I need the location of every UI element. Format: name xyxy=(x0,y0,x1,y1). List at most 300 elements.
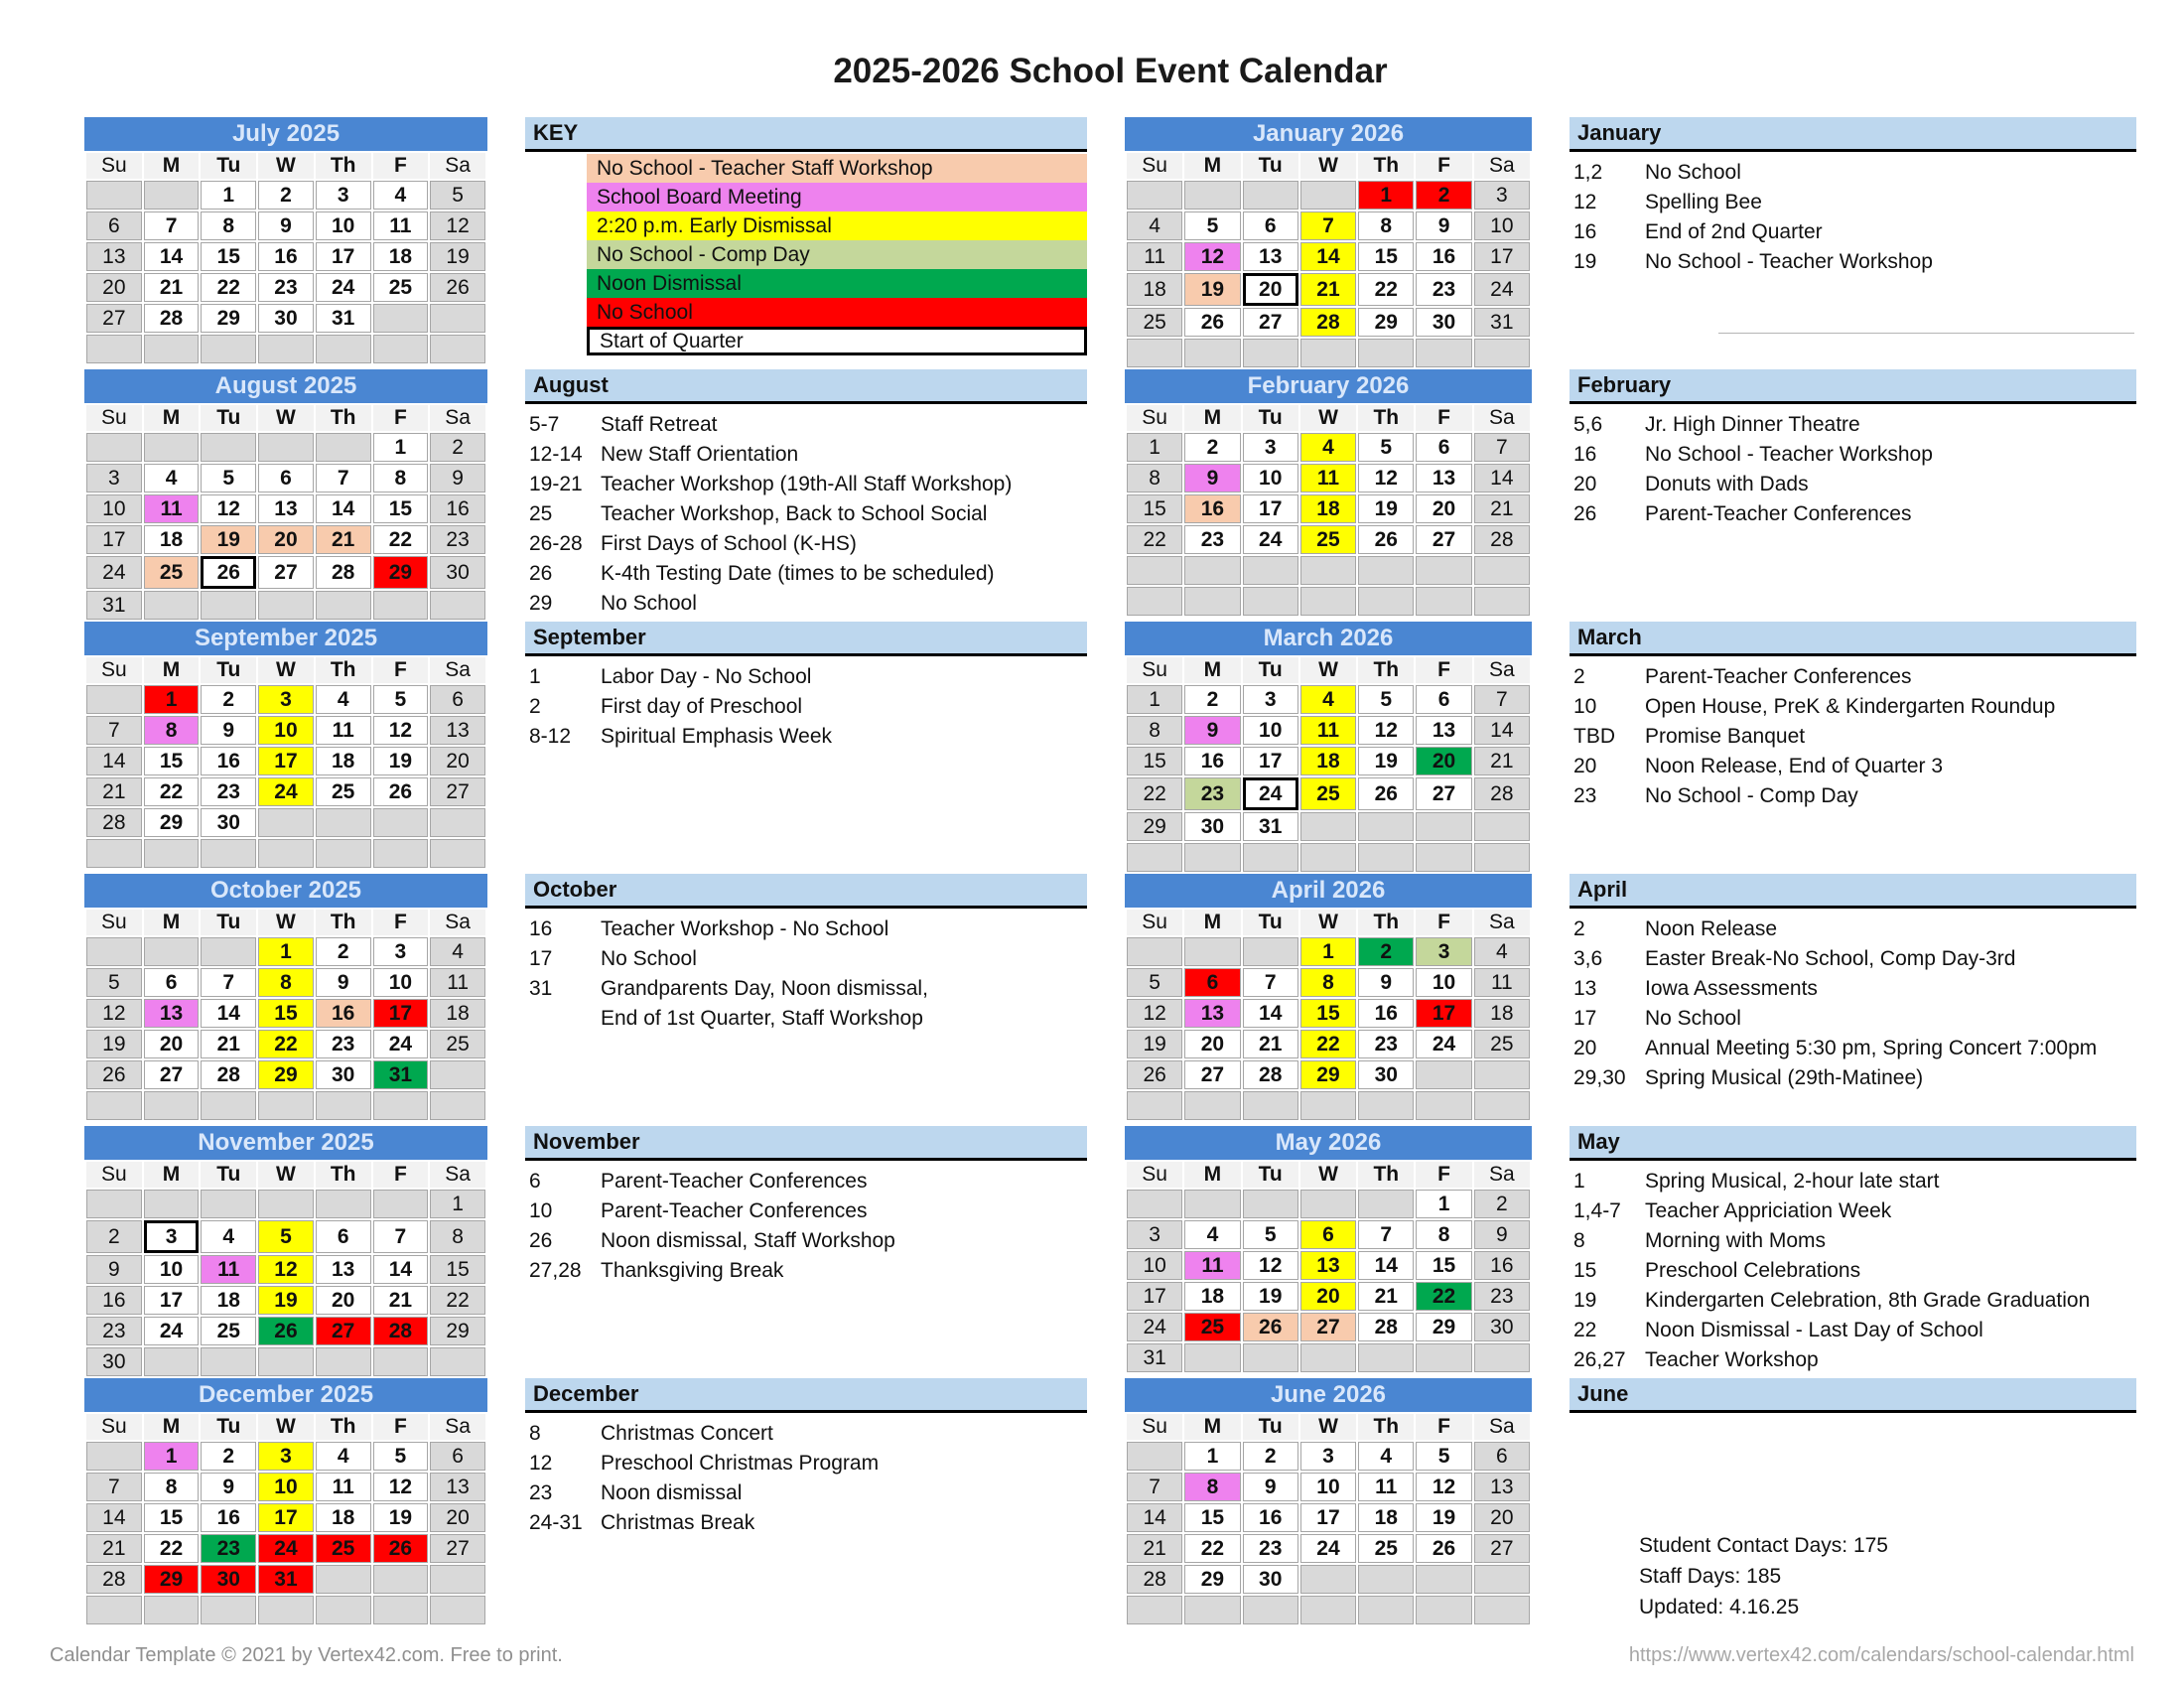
date-cell: 8 xyxy=(144,1473,200,1501)
week-row xyxy=(1127,242,1530,271)
day-of-week-header: Sa xyxy=(430,405,485,431)
day-of-week-header: Sa xyxy=(430,153,485,179)
date-cell: 3 xyxy=(373,937,429,966)
date-cell: 20 xyxy=(430,747,485,775)
empty-cell xyxy=(144,839,200,868)
day-of-week-header: F xyxy=(1416,1414,1471,1440)
date-cell: 9 xyxy=(316,968,371,997)
calendar-grid xyxy=(1125,403,1532,618)
empty-cell xyxy=(201,1190,256,1218)
date-cell: 10 xyxy=(1300,1473,1356,1501)
date-cell: 1 xyxy=(1127,433,1182,462)
week-row xyxy=(86,211,485,240)
event-text: No School xyxy=(1645,1007,1741,1030)
event-item xyxy=(1570,188,2136,217)
date-cell: 11 xyxy=(316,1473,371,1501)
date-cell: 7 xyxy=(144,211,200,240)
mini-calendar xyxy=(84,117,487,357)
date-cell: 26 xyxy=(1416,1534,1471,1563)
date-cell: 16 xyxy=(201,747,256,775)
event-item xyxy=(525,1226,1087,1256)
date-cell: 1 xyxy=(1184,1442,1240,1471)
empty-cell xyxy=(1127,843,1182,872)
date-cell: 14 xyxy=(1300,242,1356,271)
mini-calendar xyxy=(1125,622,1532,862)
empty-cell xyxy=(1416,1596,1471,1624)
day-header-row xyxy=(1127,1414,1530,1440)
date-cell: 13 xyxy=(1243,242,1298,271)
day-of-week-header: Tu xyxy=(1243,1162,1298,1188)
date-cell: 28 xyxy=(373,1317,429,1345)
event-date: 24-31 xyxy=(529,1511,583,1534)
week-row xyxy=(86,1317,485,1345)
event-item xyxy=(525,470,1087,499)
week-row xyxy=(86,1565,485,1594)
mini-calendar xyxy=(84,622,487,862)
date-cell: 19 xyxy=(258,1286,314,1315)
date-cell: 2 xyxy=(86,1220,142,1253)
empty-cell xyxy=(430,808,485,837)
week-row xyxy=(1127,1220,1530,1249)
empty-cell xyxy=(1127,937,1182,966)
date-cell: 26 xyxy=(86,1060,142,1089)
empty-cell xyxy=(373,1190,429,1218)
date-cell: 2 xyxy=(1416,181,1471,210)
date-cell: 10 xyxy=(86,494,142,523)
date-cell: 26 xyxy=(258,1317,314,1345)
event-text: Teacher Workshop xyxy=(1645,1348,1819,1371)
day-of-week-header: Tu xyxy=(201,1162,256,1188)
event-section-may xyxy=(1570,1126,2136,1371)
week-row xyxy=(86,556,485,589)
date-cell: 21 xyxy=(1474,747,1530,775)
event-list xyxy=(525,1161,1087,1286)
date-cell: 5 xyxy=(1127,968,1182,997)
event-item xyxy=(525,692,1087,722)
event-date: 26-28 xyxy=(529,532,583,555)
summary-label: Staff Days: xyxy=(1639,1565,1747,1588)
event-text: Easter Break-No School, Comp Day-3rd xyxy=(1645,947,2016,970)
empty-cell xyxy=(1474,812,1530,841)
event-list-column-fall xyxy=(525,117,1087,1618)
date-cell: 9 xyxy=(258,211,314,240)
day-of-week-header: F xyxy=(1416,153,1471,179)
event-date: 13 xyxy=(1573,977,1597,1000)
date-cell: 16 xyxy=(430,494,485,523)
date-cell: 8 xyxy=(1358,211,1414,240)
date-cell: 25 xyxy=(1358,1534,1414,1563)
event-text: Spiritual Emphasis Week xyxy=(601,725,833,748)
date-cell: 5 xyxy=(1416,1442,1471,1471)
event-item xyxy=(525,1478,1087,1508)
empty-cell xyxy=(1300,1190,1356,1218)
date-cell: 30 xyxy=(258,304,314,333)
empty-cell xyxy=(1243,181,1298,210)
date-cell: 29 xyxy=(1416,1313,1471,1341)
empty-cell xyxy=(1243,937,1298,966)
date-cell: 6 xyxy=(144,968,200,997)
date-cell: 30 xyxy=(1184,812,1240,841)
event-text: First Days of School (K-HS) xyxy=(601,532,857,555)
date-cell: 28 xyxy=(316,556,371,589)
day-of-week-header: Th xyxy=(1358,657,1414,683)
key-entry: School Board Meeting xyxy=(587,183,1087,211)
event-text: Preschool Christmas Program xyxy=(601,1452,880,1475)
date-cell: 4 xyxy=(316,1442,371,1471)
empty-cell xyxy=(1300,339,1356,367)
date-cell: 11 xyxy=(144,494,200,523)
empty-cell xyxy=(430,591,485,620)
date-cell: 12 xyxy=(1416,1473,1471,1501)
date-cell: 22 xyxy=(201,273,256,302)
empty-cell xyxy=(430,304,485,333)
date-cell: 21 xyxy=(373,1286,429,1315)
empty-cell xyxy=(201,335,256,363)
event-text: Noon Release, End of Quarter 3 xyxy=(1645,755,1944,777)
date-cell: 23 xyxy=(1474,1282,1530,1311)
empty-cell xyxy=(1243,1190,1298,1218)
date-cell: 14 xyxy=(86,1503,142,1532)
empty-cell xyxy=(1184,843,1240,872)
empty-cell xyxy=(258,591,314,620)
day-of-week-header: Tu xyxy=(1243,910,1298,935)
event-date: 10 xyxy=(1573,695,1597,718)
day-of-week-header: Th xyxy=(1358,405,1414,431)
date-cell: 11 xyxy=(373,211,429,240)
day-of-week-header: Sa xyxy=(430,1162,485,1188)
date-cell: 17 xyxy=(258,1503,314,1532)
event-date: TBD xyxy=(1573,725,1615,748)
date-cell: 25 xyxy=(1184,1313,1240,1341)
date-cell: 7 xyxy=(86,1473,142,1501)
date-cell: 1 xyxy=(430,1190,485,1218)
empty-cell xyxy=(144,335,200,363)
empty-cell xyxy=(316,1190,371,1218)
date-cell: 21 xyxy=(86,1534,142,1563)
event-text: K-4th Testing Date (times to be scheduled) xyxy=(601,562,995,585)
date-cell: 16 xyxy=(1474,1251,1530,1280)
event-text: Iowa Assessments xyxy=(1645,977,1818,1000)
date-cell: 17 xyxy=(1300,1503,1356,1532)
empty-cell xyxy=(1474,1091,1530,1120)
date-cell: 5 xyxy=(373,685,429,714)
event-text: No School xyxy=(1645,161,1741,184)
empty-cell xyxy=(1474,1596,1530,1624)
calendar-column-2025 xyxy=(84,117,487,1618)
event-date: 1,4-7 xyxy=(1573,1199,1621,1222)
event-date: 3,6 xyxy=(1573,947,1603,970)
week-row xyxy=(1127,587,1530,616)
empty-cell xyxy=(1243,587,1298,616)
date-cell: 8 xyxy=(430,1220,485,1253)
date-cell: 24 xyxy=(373,1030,429,1058)
date-cell: 3 xyxy=(258,685,314,714)
empty-cell xyxy=(86,839,142,868)
empty-cell xyxy=(1127,1190,1182,1218)
empty-cell xyxy=(1358,556,1414,585)
date-cell: 6 xyxy=(1184,968,1240,997)
date-cell: 1 xyxy=(1127,685,1182,714)
date-cell: 12 xyxy=(373,716,429,745)
year-summary xyxy=(1639,1530,2136,1622)
empty-cell xyxy=(1416,1565,1471,1594)
event-text: Noon dismissal xyxy=(601,1481,743,1504)
date-cell: 19 xyxy=(1184,273,1240,306)
event-item xyxy=(1570,1167,2136,1196)
event-section-title: November xyxy=(525,1126,1087,1161)
date-cell: 14 xyxy=(86,747,142,775)
event-item xyxy=(1570,1286,2136,1316)
event-date: 15 xyxy=(1573,1259,1597,1282)
date-cell: 29 xyxy=(201,304,256,333)
empty-cell xyxy=(1300,843,1356,872)
empty-cell xyxy=(1416,1060,1471,1089)
event-text: Parent-Teacher Conferences xyxy=(601,1199,868,1222)
day-of-week-header: W xyxy=(1300,1414,1356,1440)
day-of-week-header: M xyxy=(144,1162,200,1188)
date-cell: 8 xyxy=(1127,464,1182,492)
date-cell: 22 xyxy=(430,1286,485,1315)
calendar-month-title: December 2025 xyxy=(84,1378,487,1412)
date-cell: 7 xyxy=(1300,211,1356,240)
date-cell: 20 xyxy=(1300,1282,1356,1311)
event-item xyxy=(525,1167,1087,1196)
summary-value: 4.16.25 xyxy=(1729,1596,1800,1618)
day-of-week-header: Su xyxy=(1127,1414,1182,1440)
date-cell: 27 xyxy=(144,1060,200,1089)
event-item xyxy=(1570,217,2136,247)
empty-cell xyxy=(1474,1565,1530,1594)
date-cell: 10 xyxy=(1243,716,1298,745)
day-of-week-header: Th xyxy=(316,910,371,935)
date-cell: 21 xyxy=(1358,1282,1414,1311)
empty-cell xyxy=(1300,1091,1356,1120)
day-of-week-header: W xyxy=(258,1162,314,1188)
week-row xyxy=(86,1347,485,1376)
date-cell: 29 xyxy=(1358,308,1414,337)
event-list xyxy=(1570,656,2136,811)
event-item xyxy=(525,1508,1087,1538)
date-cell: 23 xyxy=(86,1317,142,1345)
day-of-week-header: F xyxy=(373,1414,429,1440)
date-cell: 28 xyxy=(86,808,142,837)
date-cell: 20 xyxy=(258,525,314,554)
empty-cell xyxy=(1300,1596,1356,1624)
date-cell: 24 xyxy=(258,1534,314,1563)
day-of-week-header: Tu xyxy=(201,405,256,431)
event-text: Annual Meeting 5:30 pm, Spring Concert 7:00pm xyxy=(1645,1037,2098,1059)
date-cell: 31 xyxy=(316,304,371,333)
date-cell: 4 xyxy=(1474,937,1530,966)
event-date: 25 xyxy=(529,502,553,525)
mini-calendar xyxy=(1125,369,1532,610)
date-cell: 29 xyxy=(1127,812,1182,841)
day-of-week-header: W xyxy=(1300,657,1356,683)
calendar-month-title: September 2025 xyxy=(84,622,487,655)
event-section-april xyxy=(1570,874,2136,1114)
empty-cell xyxy=(316,1565,371,1594)
event-item xyxy=(1570,1345,2136,1375)
empty-cell xyxy=(1300,1343,1356,1372)
week-row xyxy=(86,1503,485,1532)
key-entry: 2:20 p.m. Early Dismissal xyxy=(587,211,1087,240)
date-cell: 9 xyxy=(201,716,256,745)
event-item xyxy=(1570,1034,2136,1063)
week-row xyxy=(1127,273,1530,306)
event-item xyxy=(1570,1226,2136,1256)
date-cell: 30 xyxy=(1416,308,1471,337)
calendar-layout xyxy=(84,117,2136,1618)
event-text: End of 1st Quarter, Staff Workshop xyxy=(601,1007,923,1030)
empty-cell xyxy=(86,937,142,966)
day-of-week-header: Tu xyxy=(201,153,256,179)
date-cell: 27 xyxy=(86,304,142,333)
date-cell: 4 xyxy=(430,937,485,966)
event-section-february xyxy=(1570,369,2136,610)
date-cell: 23 xyxy=(1184,525,1240,554)
empty-cell xyxy=(373,335,429,363)
empty-cell xyxy=(1243,556,1298,585)
day-of-week-header: W xyxy=(258,405,314,431)
date-cell: 5 xyxy=(258,1220,314,1253)
date-cell: 30 xyxy=(201,1565,256,1594)
event-date: 20 xyxy=(1573,755,1597,777)
empty-cell xyxy=(1127,587,1182,616)
date-cell: 13 xyxy=(430,1473,485,1501)
day-of-week-header: M xyxy=(1184,1414,1240,1440)
date-cell: 21 xyxy=(1127,1534,1182,1563)
date-cell: 7 xyxy=(1474,433,1530,462)
date-cell: 8 xyxy=(1416,1220,1471,1249)
day-of-week-header: Tu xyxy=(1243,405,1298,431)
date-cell: 13 xyxy=(258,494,314,523)
event-date: 26 xyxy=(529,562,553,585)
week-row xyxy=(1127,812,1530,841)
day-of-week-header: Tu xyxy=(201,910,256,935)
event-text: Parent-Teacher Conferences xyxy=(601,1170,868,1193)
date-cell: 29 xyxy=(144,808,200,837)
event-text: No School - Teacher Workshop xyxy=(1645,443,1933,466)
event-item xyxy=(1570,722,2136,752)
date-cell: 22 xyxy=(1416,1282,1471,1311)
date-cell: 21 xyxy=(86,777,142,806)
date-cell: 30 xyxy=(1358,1060,1414,1089)
date-cell: 18 xyxy=(1300,494,1356,523)
day-of-week-header: Sa xyxy=(1474,153,1530,179)
date-cell: 1 xyxy=(1358,181,1414,210)
day-of-week-header: F xyxy=(1416,405,1471,431)
calendar-grid xyxy=(84,908,487,1122)
date-cell: 29 xyxy=(144,1565,200,1594)
date-cell: 12 xyxy=(1127,999,1182,1028)
event-section-october xyxy=(525,874,1087,1114)
date-cell: 9 xyxy=(201,1473,256,1501)
event-date: 12-14 xyxy=(529,443,583,466)
day-of-week-header: Su xyxy=(86,1414,142,1440)
date-cell: 27 xyxy=(1300,1313,1356,1341)
date-cell: 8 xyxy=(1127,716,1182,745)
date-cell: 2 xyxy=(1358,937,1414,966)
date-cell: 14 xyxy=(201,999,256,1028)
date-cell: 19 xyxy=(430,242,485,271)
date-cell: 3 xyxy=(1243,433,1298,462)
date-cell: 3 xyxy=(1300,1442,1356,1471)
day-header-row xyxy=(1127,405,1530,431)
empty-cell xyxy=(144,591,200,620)
empty-cell xyxy=(144,1347,200,1376)
date-cell: 5 xyxy=(430,181,485,210)
event-item xyxy=(525,1256,1087,1286)
empty-cell xyxy=(316,335,371,363)
mini-calendar xyxy=(84,874,487,1114)
empty-cell xyxy=(201,839,256,868)
week-row xyxy=(86,839,485,868)
week-row xyxy=(1127,747,1530,775)
empty-cell xyxy=(1416,339,1471,367)
date-cell: 20 xyxy=(1474,1503,1530,1532)
date-cell: 3 xyxy=(1243,685,1298,714)
day-of-week-header: Su xyxy=(86,1162,142,1188)
event-date: 5,6 xyxy=(1573,413,1603,436)
week-row xyxy=(86,304,485,333)
date-cell: 27 xyxy=(1184,1060,1240,1089)
event-text: Labor Day - No School xyxy=(601,665,812,688)
event-list xyxy=(525,656,1087,752)
calendar-grid xyxy=(1125,1160,1532,1374)
day-header-row xyxy=(86,153,485,179)
summary-label: Student Contact Days: xyxy=(1639,1534,1853,1557)
date-cell: 13 xyxy=(144,999,200,1028)
event-date: 22 xyxy=(1573,1319,1597,1341)
empty-cell xyxy=(1300,1565,1356,1594)
event-text: Jr. High Dinner Theatre xyxy=(1645,413,1860,436)
date-cell: 5 xyxy=(1358,433,1414,462)
week-row xyxy=(86,525,485,554)
key-entry: Noon Dismissal xyxy=(587,269,1087,298)
week-row xyxy=(1127,1313,1530,1341)
empty-cell xyxy=(1358,1091,1414,1120)
event-item xyxy=(1570,410,2136,440)
date-cell: 26 xyxy=(1243,1313,1298,1341)
summary-label: Updated: xyxy=(1639,1596,1730,1618)
date-cell: 27 xyxy=(1474,1534,1530,1563)
empty-cell xyxy=(373,839,429,868)
event-list xyxy=(1570,1161,2136,1375)
date-cell: 21 xyxy=(316,525,371,554)
date-cell: 18 xyxy=(1184,1282,1240,1311)
event-date: 20 xyxy=(1573,473,1597,495)
key-entry: Start of Quarter xyxy=(587,327,1087,355)
day-of-week-header: Sa xyxy=(430,1414,485,1440)
date-cell: 29 xyxy=(1184,1565,1240,1594)
date-cell: 9 xyxy=(1184,716,1240,745)
event-item xyxy=(525,529,1087,559)
date-cell: 29 xyxy=(1300,1060,1356,1089)
summary-value: 175 xyxy=(1852,1534,1888,1557)
date-cell: 31 xyxy=(1243,812,1298,841)
event-date: 26,27 xyxy=(1573,1348,1626,1371)
date-cell: 11 xyxy=(1474,968,1530,997)
empty-cell xyxy=(1358,587,1414,616)
day-of-week-header: M xyxy=(144,657,200,683)
event-list xyxy=(1570,909,2136,1093)
date-cell: 14 xyxy=(1474,464,1530,492)
date-cell: 15 xyxy=(1127,747,1182,775)
date-cell: 30 xyxy=(316,1060,371,1089)
date-cell: 18 xyxy=(144,525,200,554)
week-row xyxy=(1127,1282,1530,1311)
date-cell: 16 xyxy=(1358,999,1414,1028)
